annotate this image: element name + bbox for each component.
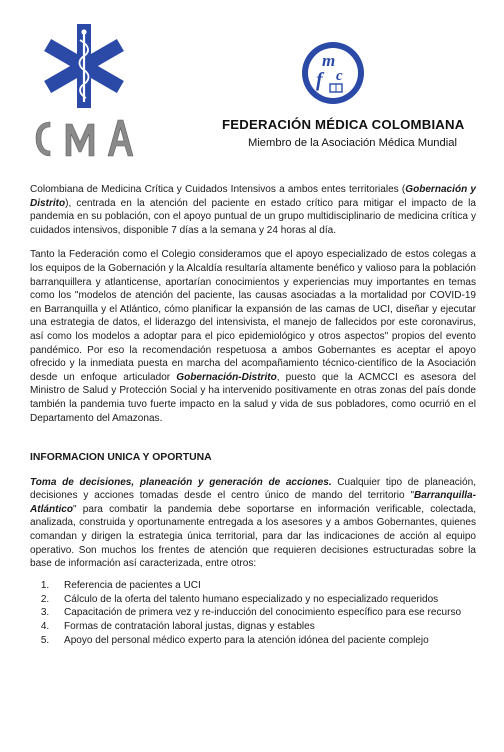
star-of-life-icon	[44, 24, 124, 108]
cma-logo	[28, 14, 140, 164]
list-item: 1. Referencia de pacientes a UCI	[52, 579, 476, 593]
svg-text:f: f	[316, 69, 323, 91]
numbered-list	[30, 579, 476, 648]
letterhead	[0, 0, 504, 170]
federation-title: FEDERACIÓN MÉDICA COLOMBIANA	[222, 117, 465, 132]
paragraph-1: Colombiana de Medicina Crítica y Cuidados Intensivos a ambos entes territoriales (Gobernación y Distrito), centrada en la atención del paciente en estado crítico para mitigar el impacto de la pandemia en su población, con el apoyo puntual de un grupo multidisciplinario de medicina crítica y cuidados intensivos, disponible 7 días a la semana y 24 horas al día.	[30, 184, 476, 236]
federation-subtitle: Miembro de la Asociación Médica Mundial	[248, 137, 457, 149]
emphasis: Barranquilla-Atlántico	[30, 490, 476, 515]
emphasis: Gobernación-Distrito	[176, 371, 277, 383]
list-item: 3. Capacitación de primera vez y re-inducción del conocimiento específico para ese recurso	[52, 606, 476, 620]
list-item: 2. Cálculo de la oferta del talento humano especializado y no especializado requeridos	[52, 593, 476, 607]
paragraph-2: Tanto la Federación como el Colegio consideramos que el apoyo especializado de estos colegas a los equipos de la Gobernación y la Alcaldía resultaría altamente benéfico y valioso para la población barranquillera y atlanticense, aportarían conocimientos y experiencias muy importantes en temas como los "modelos de atención del paciente, las causas asociadas a la mortalidad por COVID-19 en Barranquilla y el Atlántico, cómo planificar la expansión de las camas de UCI, diseñar y ejecutar una estrategia de datos, el liderazgo del intensivista, el manejo de fallecidos por este coronavirus, así como los modelos a adoptar para el pico epidemiológico y otros aspectos" propios del evento pandémico. Por eso la recomendación respetuosa a ambos Gobernantes es aceptar el apoyo ofrecido y la inmediata puesta en marcha del acompañamiento técnico-científico de la Asociación desde un enfoque articulador Gobernación-Distrito, puesto que la ACMCCI es asesora del Ministro de Salud y Protección Social y ha intervenido positivamente en otras zonas del país donde también la pandemia tuvo fuerte impacto en la salud y vida de sus pobladores, como ocurrió en el Departamento del Amazonas.	[30, 249, 476, 424]
paragraph-3: Toma de decisiones, planeación y generación de acciones. Cualquier tipo de planeación, decisiones y acciones tomadas desde el centro único de mando del territorio "Barranquilla-Atlántico" para combatir la pandemia debe soportarse en información verificable, colectada, analizada, construida y oportunamente entregada a los asesores y a ambos Gobernantes, quienes comandan y dirigen la estrategia única territorial, para dar las indicaciones de acción al equipo operativo. Son muchos los frentes de atención que requieren decisiones estructuradas sobre la base de información así caracterizada, entre otros:	[30, 476, 476, 570]
list-item: 4. Formas de contratación laboral justas, dignas y estables	[52, 620, 476, 634]
list-item: 5. Apoyo del personal médico experto para la atención idónea del paciente complejo	[52, 634, 476, 648]
svg-text:c: c	[336, 68, 343, 84]
section-heading: INFORMACION UNICA Y OPORTUNA	[30, 452, 212, 464]
document-body	[30, 183, 476, 648]
svg-text:m: m	[322, 51, 336, 70]
emphasis: Toma de decisiones, planeación y generación de acciones.	[30, 476, 332, 488]
emphasis: Gobernación y Distrito	[30, 184, 476, 209]
fmc-logo	[300, 40, 366, 106]
